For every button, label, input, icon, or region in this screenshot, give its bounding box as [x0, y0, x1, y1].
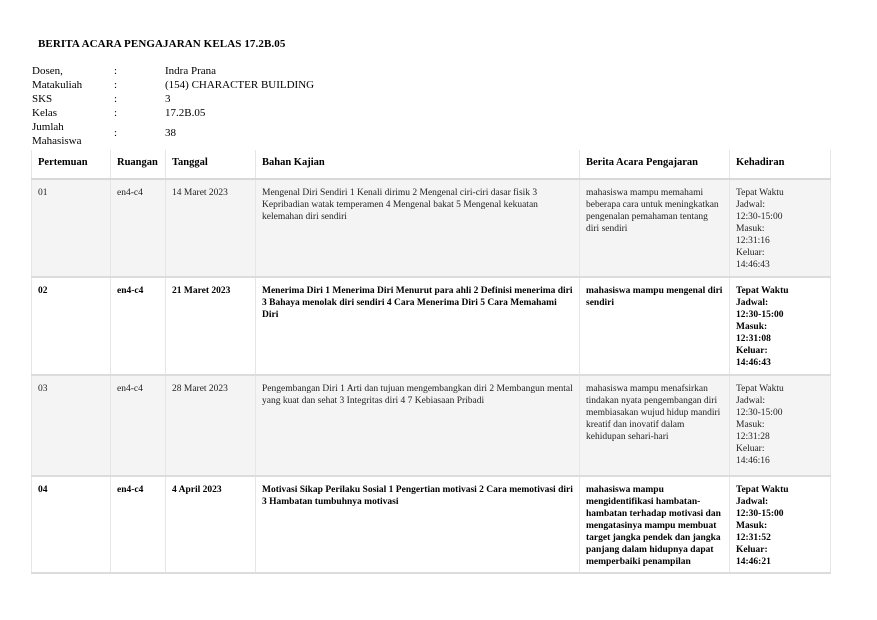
kehadiran-jadwal-label: Jadwal: [736, 298, 769, 308]
table-row [32, 179, 831, 277]
column-header-tanggal: Tanggal [166, 150, 256, 179]
cell-bahan-kajian: Motivasi Sikap Perilaku Sosial 1 Pengertian motivasi 2 Cara memotivasi diri 3 Hambatan tumbuhnya motivasi [256, 476, 580, 573]
table-row [32, 476, 831, 573]
cell-pertemuan: 01 [32, 179, 111, 277]
cell-berita-acara: mahasiswa mampu menafsirkan tindakan nyata pengembangan diri membiasakan wujud hidup mandiri kreatif dan inovatif dalam kehidupan sehari-hari [580, 375, 730, 476]
cell-tanggal: 14 Maret 2023 [166, 179, 256, 277]
column-header-berita-acara: Berita Acara Pengajaran [580, 150, 730, 179]
kehadiran-masuk-label: Masuk: [736, 322, 768, 332]
kehadiran-masuk-value: 12:31:52 [736, 533, 771, 543]
cell-bahan-kajian: Mengenal Diri Sendiri 1 Kenali dirimu 2 Mengenal ciri-ciri dasar fisik 3 Kepribadian watak temperamen 4 Mengenal bakat 5 Mengenal kekuatan kelemahan diri sendiri [256, 179, 580, 277]
info-separator: : [114, 127, 118, 139]
table-row [32, 375, 831, 476]
info-row-matakuliah [32, 78, 314, 92]
cell-berita-acara: mahasiswa mampu mengidentifikasi hambatan-hambatan terhadap motivasi dan mengatasinya mampu membuat target jangka pendek dan jangka panjang dalam hidupnya dapat memperbaiki penampilan [580, 476, 730, 573]
cell-tanggal: 21 Maret 2023 [166, 277, 256, 375]
kehadiran-jadwal-label: Jadwal: [736, 497, 769, 507]
info-row-dosen [32, 64, 314, 78]
cell-kehadiran [730, 179, 831, 277]
info-value: (154) CHARACTER BUILDING [165, 79, 315, 91]
cell-pertemuan: 04 [32, 476, 111, 573]
kehadiran-status: Tepat Waktu [736, 485, 789, 495]
cell-tanggal: 4 April 2023 [166, 476, 256, 573]
kehadiran-masuk-value: 12:31:16 [736, 236, 770, 246]
info-label: Dosen, [32, 65, 63, 77]
info-separator: : [114, 107, 118, 119]
cell-berita-acara: mahasiswa mampu mengenal diri sendiri [580, 277, 730, 375]
cell-pertemuan: 03 [32, 375, 111, 476]
kehadiran-jadwal-label: Jadwal: [736, 396, 766, 406]
info-value: 17.2B.05 [165, 107, 206, 119]
kehadiran-keluar-label: Keluar: [736, 444, 765, 454]
info-value: Indra Prana [165, 65, 217, 77]
cell-ruangan: en4-c4 [111, 179, 166, 277]
kehadiran-jadwal-label: Jadwal: [736, 200, 766, 210]
info-label: Matakuliah [32, 79, 83, 91]
info-separator: : [114, 93, 118, 105]
kehadiran-keluar-value: 14:46:43 [736, 358, 771, 368]
kehadiran-jadwal-value: 12:30-15:00 [736, 509, 784, 519]
kehadiran-keluar-value: 14:46:21 [736, 557, 771, 567]
table-row [32, 277, 831, 375]
info-row-kelas [32, 106, 314, 120]
column-header-pertemuan: Pertemuan [32, 150, 111, 179]
info-row-sks [32, 92, 314, 106]
info-label: SKS [32, 93, 53, 105]
kehadiran-jadwal-value: 12:30-15:00 [736, 212, 783, 222]
kehadiran-status: Tepat Waktu [736, 384, 784, 394]
cell-tanggal: 28 Maret 2023 [166, 375, 256, 476]
kehadiran-masuk-label: Masuk: [736, 420, 765, 430]
info-label: Jumlah Mahasiswa [32, 121, 82, 147]
kehadiran-keluar-label: Keluar: [736, 346, 768, 356]
kehadiran-keluar-value: 14:46:43 [736, 260, 770, 270]
info-separator: : [114, 65, 118, 77]
attendance-table [31, 150, 831, 574]
info-row-jumlah-mahasiswa [32, 120, 314, 148]
table-header-row [32, 150, 831, 179]
course-info [32, 64, 314, 148]
info-separator: : [114, 79, 118, 91]
kehadiran-status: Tepat Waktu [736, 188, 784, 198]
page-title: BERITA ACARA PENGAJARAN KELAS 17.2B.05 [38, 38, 286, 50]
kehadiran-status: Tepat Waktu [736, 286, 789, 296]
kehadiran-keluar-label: Keluar: [736, 545, 768, 555]
kehadiran-jadwal-value: 12:30-15:00 [736, 408, 783, 418]
info-label: Kelas [32, 107, 58, 119]
kehadiran-masuk-label: Masuk: [736, 224, 765, 234]
cell-pertemuan: 02 [32, 277, 111, 375]
column-header-bahan-kajian: Bahan Kajian [256, 150, 580, 179]
cell-ruangan: en4-c4 [111, 277, 166, 375]
kehadiran-masuk-value: 12:31:28 [736, 432, 770, 442]
kehadiran-masuk-label: Masuk: [736, 521, 768, 531]
column-header-kehadiran: Kehadiran [730, 150, 831, 179]
cell-bahan-kajian: Menerima Diri 1 Menerima Diri Menurut para ahli 2 Definisi menerima diri 3 Bahaya menolak diri sendiri 4 Cara Menerima Diri 5 Cara Memahami Diri [256, 277, 580, 375]
cell-bahan-kajian: Pengembangan Diri 1 Arti dan tujuan mengembangkan diri 2 Membangun mental yang kuat dan sehat 3 Integritas diri 4 7 Kebiasaan Pribadi [256, 375, 580, 476]
kehadiran-jadwal-value: 12:30-15:00 [736, 310, 784, 320]
cell-berita-acara: mahasiswa mampu memahami beberapa cara untuk meningkatkan pengenalan pemahaman tentang diri sendiri [580, 179, 730, 277]
cell-kehadiran [730, 375, 831, 476]
cell-kehadiran [730, 277, 831, 375]
info-value: 3 [165, 93, 171, 105]
kehadiran-keluar-label: Keluar: [736, 248, 765, 258]
info-value: 38 [165, 127, 176, 139]
column-header-ruangan: Ruangan [111, 150, 166, 179]
kehadiran-masuk-value: 12:31:08 [736, 334, 771, 344]
cell-ruangan: en4-c4 [111, 375, 166, 476]
cell-ruangan: en4-c4 [111, 476, 166, 573]
cell-kehadiran [730, 476, 831, 573]
kehadiran-keluar-value: 14:46:16 [736, 456, 770, 466]
